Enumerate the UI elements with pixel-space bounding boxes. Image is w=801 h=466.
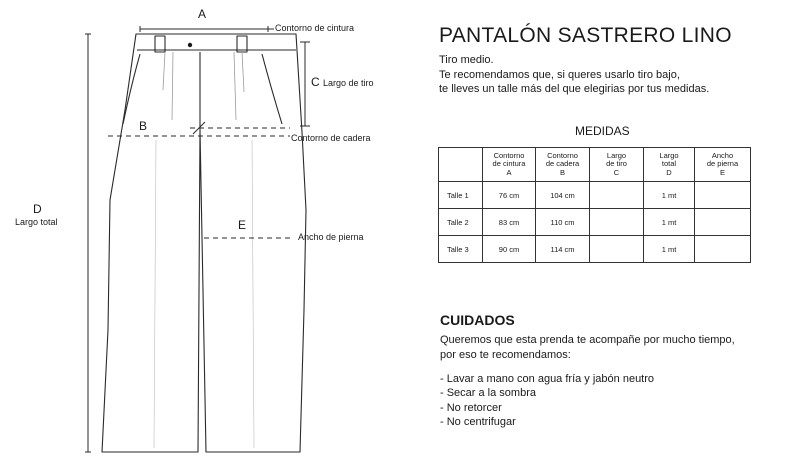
label-leg-width: Ancho de pierna (298, 232, 364, 242)
care-text-line: Queremos que esta prenda te acompañe por mucho tiempo, (440, 334, 735, 346)
pleat-line (163, 52, 165, 90)
table-cell (590, 209, 644, 236)
table-cell: 76 cm (483, 182, 536, 209)
column-header-rise: Largo de tiro C (590, 148, 644, 182)
column-header-leg-width: Ancho de pierna E (695, 148, 751, 182)
measures-title: MEDIDAS (575, 124, 630, 138)
table-header-row (439, 148, 751, 182)
letter-e: E (238, 218, 247, 232)
table-cell: 1 mt (644, 182, 695, 209)
row-label: Talle 3 (439, 236, 483, 263)
crease-line (252, 140, 254, 448)
table-cell (695, 209, 751, 236)
table-cell (590, 182, 644, 209)
intro-line: Tiro medio. (439, 54, 494, 66)
crease-line (154, 140, 156, 448)
product-intro (439, 53, 709, 97)
care-item: - Secar a la sombra (440, 387, 536, 400)
column-header-hip: Contorno de cadera B (536, 148, 590, 182)
table-header-corner (439, 148, 483, 182)
care-item: - Lavar a mano con agua fría y jabón neutro (440, 373, 655, 385)
care-item: - No retorcer (440, 401, 502, 414)
care-text-line: por eso te recomendamos: (440, 348, 571, 361)
pocket-right (262, 54, 282, 124)
label-hip: Contorno de cadera (291, 133, 371, 143)
table-row (439, 209, 751, 236)
care-text (440, 333, 735, 362)
pants-outline (102, 34, 306, 452)
table-cell: 1 mt (644, 209, 695, 236)
table-cell (695, 236, 751, 263)
letter-b: B (139, 119, 148, 133)
label-rise: Largo de tiro (323, 78, 374, 88)
column-header-total-length: Largo total D (644, 148, 695, 182)
table-cell: 114 cm (536, 236, 590, 263)
column-header-waist: Contorno de cintura A (483, 148, 536, 182)
product-title: PANTALÓN SASTRERO LINO (439, 24, 732, 47)
table-cell: 104 cm (536, 182, 590, 209)
table-cell (695, 182, 751, 209)
waist-button (188, 43, 192, 47)
label-total-length: Largo total (15, 217, 58, 227)
letter-d: D (33, 202, 42, 216)
pleat-line (242, 52, 244, 92)
table-cell: 110 cm (536, 209, 590, 236)
care-title: CUIDADOS (440, 312, 515, 328)
table-cell: 83 cm (483, 209, 536, 236)
pleat-line (172, 52, 173, 120)
table-row (439, 236, 751, 263)
measures-table (438, 147, 751, 263)
table-cell: 1 mt (644, 236, 695, 263)
care-item: - No centrifugar (440, 415, 516, 428)
table-cell: 90 cm (483, 236, 536, 263)
intro-line: te lleves un talle más del que elegirias por tus medidas. (439, 83, 710, 95)
pleat-line (234, 52, 236, 120)
row-label: Talle 2 (439, 209, 483, 236)
table-cell (590, 236, 644, 263)
letter-a: A (198, 7, 207, 21)
intro-line: Te recomendamos que, si queres usarlo tiro bajo, (439, 68, 680, 81)
row-label: Talle 1 (439, 182, 483, 209)
letter-c: C (311, 75, 320, 89)
label-waist: Contorno de cintura (275, 23, 355, 33)
table-row (439, 182, 751, 209)
care-list (440, 372, 654, 429)
